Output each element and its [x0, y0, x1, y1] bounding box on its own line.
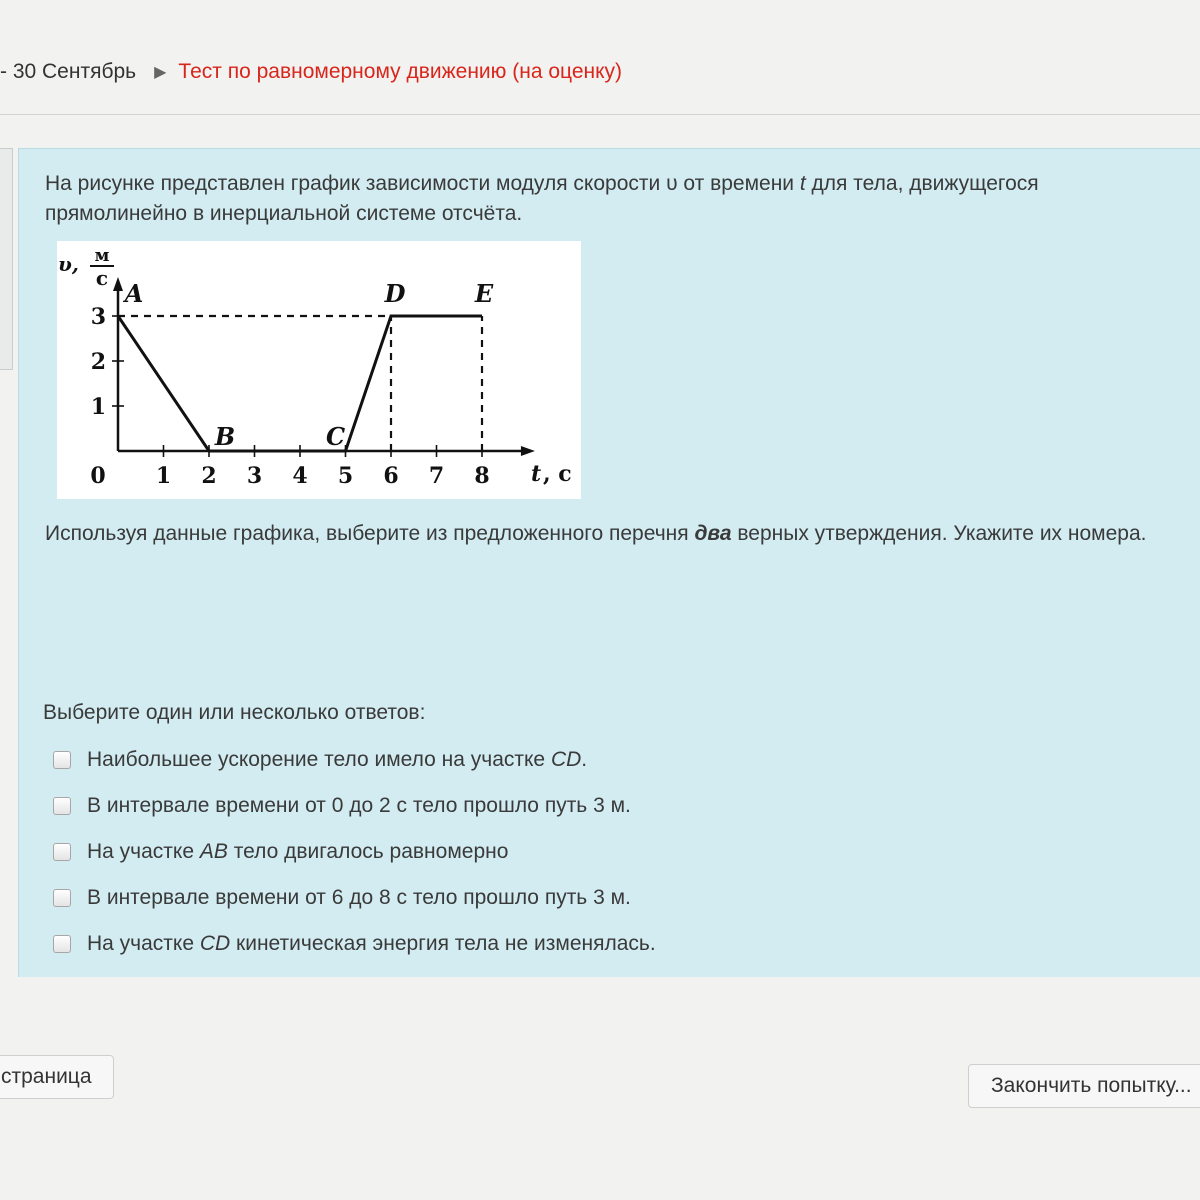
x-tick-label-4: 4: [292, 463, 308, 489]
y-tick-label-2: 2: [90, 349, 106, 375]
x-tick-label-8: 8: [474, 463, 490, 489]
answer-option-1[interactable]: [53, 737, 656, 783]
answer-label-2[interactable]: В интервале времени от 0 до 2 с тело прошло путь 3 м.: [87, 794, 631, 817]
velocity-time-chart: [57, 241, 581, 499]
answer-checkbox-1[interactable]: [53, 751, 71, 769]
answer-option-2[interactable]: [53, 783, 656, 829]
question-info-tab: [0, 148, 13, 370]
header-divider: [0, 114, 1200, 115]
answer-list: [53, 737, 656, 967]
answer-checkbox-5[interactable]: [53, 935, 71, 953]
x-axis-label-unit: , c: [542, 461, 572, 487]
y-axis-unit-num: м: [94, 246, 110, 266]
y-axis-arrow-icon: [113, 277, 123, 291]
x-axis-arrow-icon: [521, 446, 535, 456]
x-axis-label-var: t: [530, 461, 542, 487]
point-label-b: B: [214, 422, 236, 451]
question-panel: [18, 148, 1200, 977]
answer-option-4[interactable]: [53, 875, 656, 921]
point-label-c: C: [325, 422, 346, 451]
answer-option-5[interactable]: [53, 921, 656, 967]
x-tick-label-7: 7: [428, 463, 445, 489]
breadcrumb-arrow-icon: ▶: [154, 64, 167, 81]
breadcrumb-previous-link[interactable]: - 30 Сентябрь: [0, 60, 137, 83]
x-tick-label-3: 3: [246, 463, 263, 489]
breadcrumb-current-link[interactable]: Тест по равномерному движению (на оценку): [178, 60, 623, 83]
question-instruction: Используя данные графика, выберите из предложенного перечня два верных утверждения. Укажите их номера.: [45, 522, 1147, 545]
y-tick-label-3: 3: [90, 304, 106, 330]
y-axis-unit-den: с: [95, 266, 109, 290]
x-tick-label-2: 2: [201, 463, 217, 489]
x-tick-label-6: 6: [383, 463, 399, 489]
finish-attempt-button[interactable]: Закончить попытку...: [968, 1064, 1200, 1108]
x-tick-label-1: 1: [155, 463, 172, 489]
point-label-e: E: [474, 279, 494, 308]
answer-label-4[interactable]: В интервале времени от 6 до 8 с тело прошло путь 3 м.: [87, 886, 631, 909]
x-tick-label-0: 0: [90, 463, 106, 489]
question-text: На рисунке представлен график зависимости модуля скорости υ от времени t для тела, движущегося прямолинейно в инерциальной системе отсчёта.: [45, 172, 1039, 225]
answers-prompt: Выберите один или несколько ответов:: [43, 701, 426, 724]
answer-label-1[interactable]: Наибольшее ускорение тело имело на участке CD.: [87, 748, 588, 771]
answer-label-3[interactable]: На участке AB тело двигалось равномерно: [87, 840, 509, 863]
point-label-d: D: [384, 279, 406, 308]
answer-checkbox-4[interactable]: [53, 889, 71, 907]
breadcrumb: [0, 56, 622, 88]
answer-checkbox-2[interactable]: [53, 797, 71, 815]
point-label-a: A: [124, 279, 144, 308]
answer-checkbox-3[interactable]: [53, 843, 71, 861]
velocity-time-graph: [57, 241, 581, 499]
x-tick-label-5: 5: [337, 463, 354, 489]
velocity-series-line: [118, 316, 482, 451]
answer-option-3[interactable]: [53, 829, 656, 875]
y-axis-label-var: υ,: [58, 252, 79, 276]
answer-label-5[interactable]: На участке CD кинетическая энергия тела не изменялась.: [87, 932, 656, 955]
y-tick-label-1: 1: [90, 394, 106, 420]
previous-page-button[interactable]: страница: [0, 1055, 114, 1099]
